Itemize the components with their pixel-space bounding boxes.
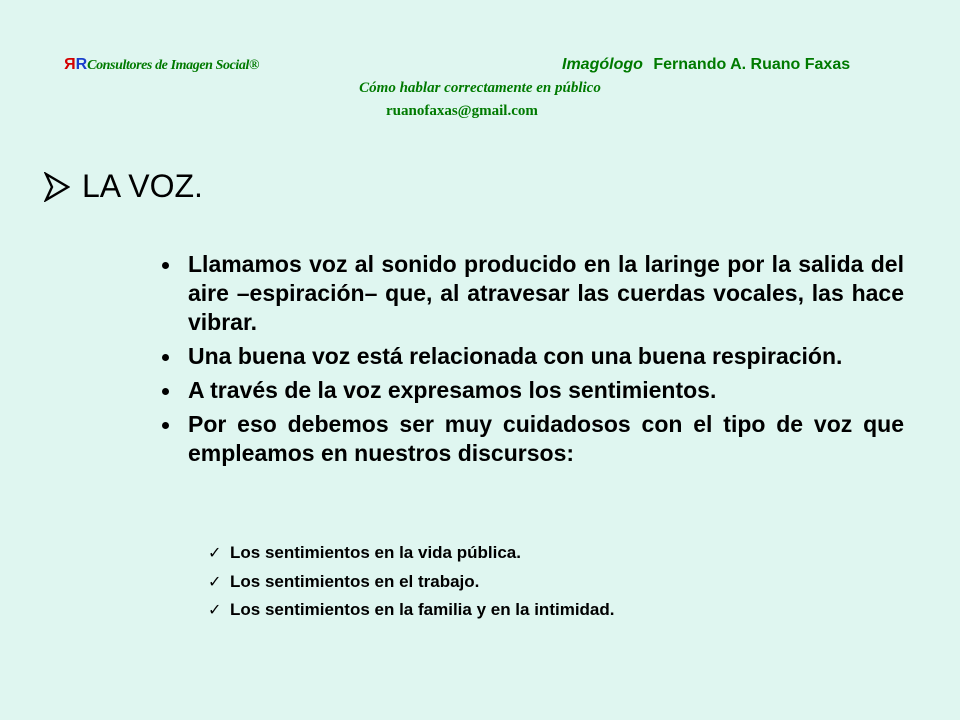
checkmark-icon: ✓ (208, 600, 222, 619)
checklist-item (208, 539, 614, 568)
presentation-subtitle: Cómo hablar correctamente en público (359, 80, 601, 96)
bullet-dot-icon (162, 262, 169, 269)
author-role: Imagólogo (562, 56, 643, 73)
company-name: Consultores de Imagen Social® (87, 58, 260, 73)
header-author (562, 56, 850, 74)
checklist-item (208, 596, 614, 625)
bullet-item (158, 250, 904, 337)
checkmark-icon: ✓ (208, 571, 222, 591)
bullet-text: Una buena voz está relacionada con una buena respiración. (188, 343, 843, 369)
header-brand (64, 56, 259, 74)
checklist-text: Los sentimientos en la familia y en la intimidad. (230, 600, 615, 619)
checklist (208, 539, 614, 625)
bullet-dot-icon (162, 354, 169, 361)
bullet-dot-icon (162, 388, 169, 395)
logo-letter-r: R (75, 56, 88, 73)
logo-letter-reversed-r: R (64, 56, 76, 73)
bullet-item (158, 376, 904, 405)
checkmark-icon: ✓ (208, 543, 222, 562)
bullet-item (158, 410, 904, 468)
bullet-text: A través de la voz expresamos los sentimientos. (188, 377, 717, 403)
checklist-text: Los sentimientos en la vida pública. (230, 543, 521, 562)
bullet-text: Por eso debemos ser muy cuidadosos con el tipo de voz que empleamos en nuestros discursos: (188, 411, 904, 466)
bullet-text: Llamamos voz al sonido producido en la laringe por la salida del aire –espiración– que, al atravesar las cuerdas vocales, las hace vibrar. (188, 251, 904, 335)
bullet-dot-icon (162, 422, 169, 429)
arrow-bullet-icon (44, 172, 70, 202)
checklist-text: Los sentimientos en el trabajo. (230, 571, 480, 591)
slide-title (44, 168, 203, 205)
bullet-item (158, 342, 904, 371)
contact-email: ruanofaxas@gmail.com (386, 103, 538, 119)
bullet-list (158, 250, 904, 473)
author-name: Fernando A. Ruano Faxas (653, 56, 851, 73)
slide-title-text: LA VOZ. (82, 168, 203, 204)
checklist-item (208, 568, 614, 597)
